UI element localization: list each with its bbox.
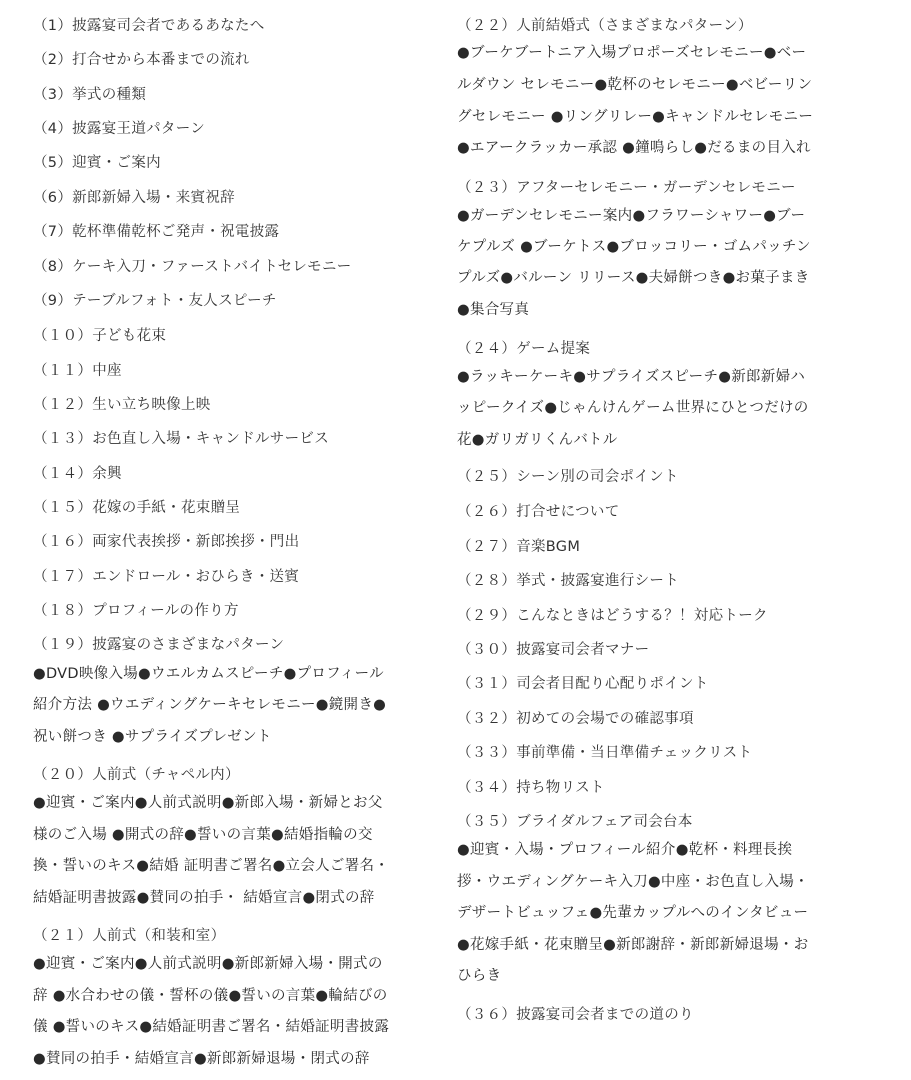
right-toc-detail-line: グセレモニー ●リングリレー●キャンドルセレモニー — [457, 109, 814, 125]
left-toc-detail-line: 辞 ●水合わせの儀・誓杯の儀●誓いの言葉●輪結びの — [33, 988, 388, 1004]
right-toc-detail-line: 花●ガリガリくんバトル — [457, 432, 618, 448]
left-toc-heading: （２１）人前式（和装和室） — [33, 928, 226, 944]
right-toc-heading: （２８）挙式・披露宴進行シート — [457, 573, 679, 589]
left-toc-heading: （8）ケーキ入刀・ファーストバイトセレモニー — [33, 259, 352, 275]
left-toc-detail-line: ●DVD映像入場●ウエルカムスピーチ●プロフィール — [33, 666, 384, 682]
left-toc-detail-line: ●賛同の拍手・結婚宣言●新郎新婦退場・閉式の辞 — [33, 1051, 370, 1067]
left-toc-detail-line: 結婚証明書披露●賛同の拍手・ 結婚宣言●閉式の辞 — [33, 890, 375, 906]
left-toc-heading: （１０）子ども花束 — [33, 328, 167, 344]
right-toc-detail-line: 拶・ウエディングケーキ入刀●中座・お色直し入場・ — [457, 874, 809, 890]
left-toc-heading: （１８）プロフィールの作り方 — [33, 603, 239, 619]
left-toc-heading: （3）挙式の種類 — [33, 87, 147, 103]
left-toc-heading: （5）迎賓・ご案内 — [33, 155, 161, 171]
right-toc-detail-line: ●花嫁手紙・花束贈呈●新郎謝辞・新郎新婦退場・お — [457, 937, 809, 953]
right-toc-heading: （２３）アフターセレモニー・ガーデンセレモニー — [457, 180, 796, 196]
right-toc-heading: （３６）披露宴司会者までの道のり — [457, 1007, 694, 1023]
right-toc-heading: （３５）ブライダルフェア司会台本 — [457, 814, 693, 830]
left-toc-detail-line: 紹介方法 ●ウエディングケーキセレモニー●鏡開き● — [33, 697, 387, 713]
right-toc-detail-line: プルズ●バルーン リリース●夫婦餅つき●お菓子まき — [457, 270, 810, 286]
left-toc-heading: （１２）生い立ち映像上映 — [33, 397, 211, 413]
right-toc-heading: （２２）人前結婚式（さまざまなパターン） — [457, 18, 753, 34]
right-toc-detail-line: ●ガーデンセレモニー案内●フラワーシャワー●ブー — [457, 208, 806, 224]
right-toc-heading: （２９）こんなときはどうする？！対応トーク — [457, 608, 768, 624]
right-toc-detail-line: ルダウン セレモニー●乾杯のセレモニー●ベビーリン — [457, 77, 813, 93]
right-toc-detail-line: ●ブーケブートニア入場プロポーズセレモニー●ベー — [457, 45, 807, 61]
left-toc-detail-line: 換・誓いのキス●結婚 証明書ご署名●立会人ご署名・ — [33, 858, 390, 874]
left-toc-heading: （２０）人前式（チャペル内） — [33, 767, 240, 783]
left-toc-heading: （2）打合せから本番までの流れ — [33, 52, 250, 68]
right-toc-detail-line: ひらき — [457, 968, 502, 984]
left-toc-detail-line: ●迎賓・ご案内●人前式説明●新郎入場・新婦とお父 — [33, 795, 383, 811]
right-toc-heading: （２５）シーン別の司会ポイント — [457, 469, 679, 485]
right-toc-heading: （３３）事前準備・当日準備チェックリスト — [457, 745, 753, 761]
right-toc-detail-line: ●エアークラッカー承認 ●鐘鳴らし●だるまの目入れ — [457, 140, 811, 156]
right-toc-heading: （３１）司会者目配り心配りポイント — [457, 676, 709, 692]
right-toc-detail-line: ッピークイズ●じゃんけんゲーム世界にひとつだけの — [457, 400, 809, 416]
right-toc-heading: （２７）音楽BGM — [457, 539, 581, 555]
right-toc-heading: （３０）披露宴司会者マナー — [457, 642, 650, 658]
left-toc-heading: （１５）花嫁の手紙・花束贈呈 — [33, 500, 241, 516]
left-toc-heading: （１６）両家代表挨拶・新郎挨拶・門出 — [33, 534, 300, 550]
right-toc-heading: （３２）初めての会場での確認事項 — [457, 711, 694, 727]
left-toc-detail-line: ●迎賓・ご案内●人前式説明●新郎新婦入場・開式の — [33, 956, 383, 972]
left-toc-heading: （１４）余興 — [33, 466, 122, 482]
right-toc-detail-line: ●迎賓・入場・プロフィール紹介●乾杯・料理長挨 — [457, 842, 793, 858]
left-toc-detail-line: 儀 ●誓いのキス●結婚証明書ご署名・結婚証明書披露 — [33, 1019, 390, 1035]
left-toc-heading: （１３）お色直し入場・キャンドルサービス — [33, 431, 329, 447]
left-toc-heading: （1）披露宴司会者であるあなたへ — [33, 18, 265, 34]
right-toc-heading: （２４）ゲーム提案 — [457, 341, 591, 357]
left-toc-heading: （7）乾杯準備乾杯ご発声・祝電披露 — [33, 224, 280, 240]
left-toc-detail-line: 祝い餅つき ●サプライズプレゼント — [33, 729, 272, 745]
right-toc-detail-line: ケプルズ ●ブーケトス●ブロッコリー・ゴムパッチン — [457, 239, 811, 255]
right-toc-detail-line: デザートビュッフェ●先輩カップルへのインタビュー — [457, 905, 809, 921]
right-toc-heading: （２６）打合せについて — [457, 504, 620, 520]
right-toc-heading: （３４）持ち物リスト — [457, 780, 605, 796]
right-toc-detail-line: ●集合写真 — [457, 302, 530, 318]
right-toc-detail-line: ●ラッキーケーキ●サプライズスピーチ●新郎新婦ハ — [457, 369, 806, 385]
left-toc-heading: （１１）中座 — [33, 363, 122, 379]
left-toc-heading: （１９）披露宴のさまざまなパターン — [33, 637, 285, 653]
left-toc-heading: （１７）エンドロール・おひらき・送賓 — [33, 569, 300, 585]
left-toc-detail-line: 様のご入場 ●開式の辞●誓いの言葉●結婚指輪の交 — [33, 827, 373, 843]
left-toc-heading: （9）テーブルフォト・友人スピーチ — [33, 293, 277, 309]
left-toc-heading: （4）披露宴王道パターン — [33, 121, 206, 137]
left-toc-heading: （6）新郎新婦入場・来賓祝辞 — [33, 190, 235, 206]
